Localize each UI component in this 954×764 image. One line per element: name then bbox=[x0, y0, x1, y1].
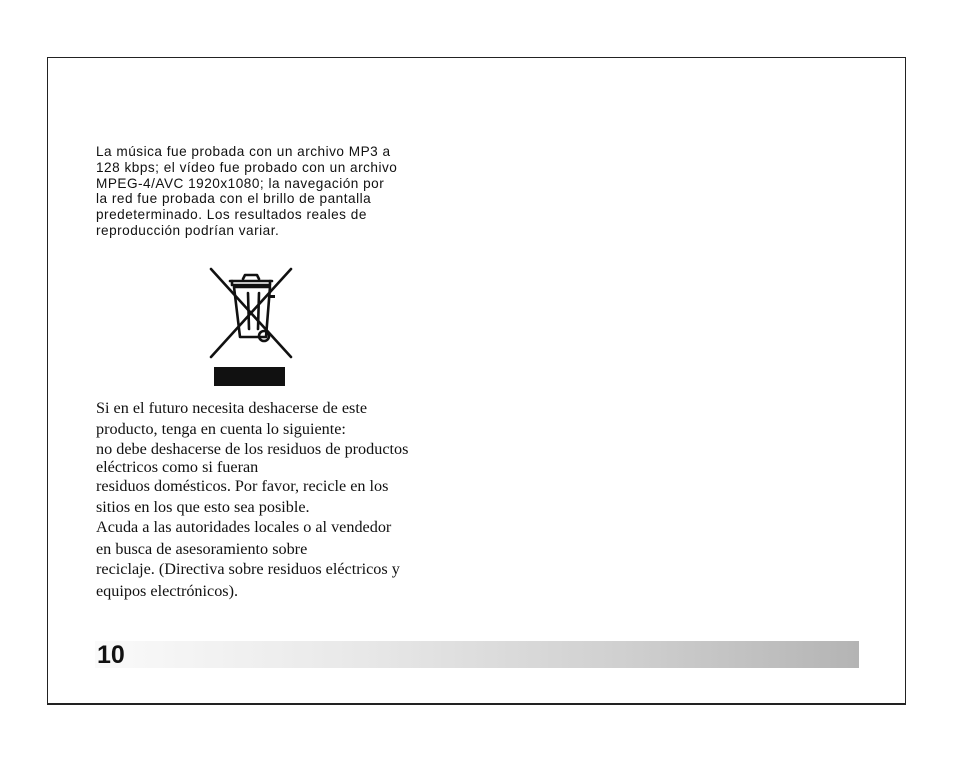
page-number: 10 bbox=[97, 641, 125, 669]
note-line: la red fue probada con el brillo de pantalla bbox=[96, 191, 372, 207]
disposal-line: Acuda a las autoridades locales o al vendedor bbox=[96, 518, 392, 536]
disposal-line: eléctricos como si fueran bbox=[96, 458, 259, 476]
note-line: 128 kbps; el vídeo fue probado con un archivo bbox=[96, 159, 398, 175]
note-line: predeterminado. Los resultados reales de bbox=[96, 207, 367, 223]
disposal-line: residuos domésticos. Por favor, recicle en los bbox=[96, 477, 389, 495]
page-footer-bar bbox=[95, 641, 859, 668]
note-line: reproducción podrían variar. bbox=[96, 222, 280, 238]
disposal-line: producto, tenga en cuenta lo siguiente: bbox=[96, 420, 346, 438]
disposal-line: reciclaje. (Directiva sobre residuos eléctricos y bbox=[96, 560, 400, 578]
disposal-line: sitios en los que esto sea posible. bbox=[96, 498, 310, 516]
disposal-line: en busca de asesoramiento sobre bbox=[96, 540, 308, 558]
crossed-out-wheeled-bin-icon bbox=[207, 265, 295, 387]
note-line: La música fue probada con un archivo MP3 a bbox=[96, 144, 391, 159]
disposal-line: no debe deshacerse de los residuos de productos bbox=[96, 440, 409, 458]
disposal-line: equipos electrónicos). bbox=[96, 582, 239, 600]
disposal-line: Si en el futuro necesita deshacerse de este bbox=[96, 399, 368, 417]
test-conditions-note bbox=[96, 144, 466, 239]
note-line: MPEG-4/AVC 1920x1080; la navegación por bbox=[96, 175, 385, 191]
